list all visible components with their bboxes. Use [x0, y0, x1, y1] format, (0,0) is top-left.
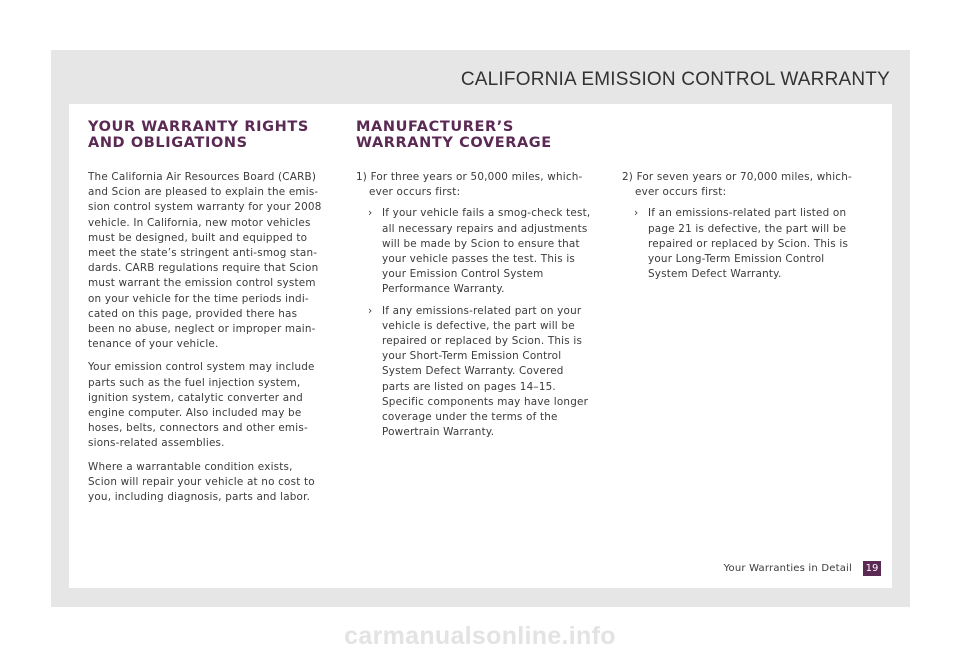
text-line: been no abuse, neglect or improper main-: [88, 323, 316, 336]
bullet-item: [356, 206, 606, 297]
text-line: ever occurs first:: [635, 186, 727, 199]
bullet-item: [356, 304, 606, 441]
chevron-bullet-icon: ›: [634, 207, 639, 220]
text-line: repaired or replaced by Scion. This is: [382, 335, 583, 348]
chevron-bullet-icon: ›: [368, 207, 373, 220]
bullet-item: [622, 206, 872, 282]
text-line: ignition system, catalytic converter and: [88, 391, 303, 404]
text-line: Scion will repair your vehicle at no cost to: [88, 475, 315, 488]
text-line: 1) For three years or 50,000 miles, which-: [356, 171, 583, 183]
text-line: and Scion are pleased to explain the emis-: [88, 186, 319, 199]
text-line: vehicle. In California, new motor vehicles: [88, 216, 311, 229]
text-line: engine computer. Also included may be: [88, 407, 302, 420]
paragraph: [88, 360, 336, 451]
text-line: all necessary repairs and adjustments: [382, 222, 588, 235]
bullet-text: [382, 304, 606, 441]
rights-heading: [88, 119, 309, 151]
text-line: must warrant the emission control system: [88, 277, 316, 290]
text-line: parts are listed on pages 14–15.: [382, 380, 556, 393]
text-line: hoses, belts, connectors and other emis-: [88, 422, 308, 435]
text-line: If an emissions-related part listed on: [648, 207, 847, 220]
text-line: ever occurs first:: [369, 186, 461, 199]
text-line: The California Air Resources Board (CARB): [88, 171, 317, 183]
text-line: meet the state’s stringent anti-smog stan-: [88, 247, 318, 260]
text-line: coverage under the terms of the: [382, 411, 558, 424]
watermark: carmanualsonline.info: [344, 622, 616, 650]
text-line: your Long-Term Emission Control: [648, 253, 825, 266]
text-line: If any emissions-related part on your: [382, 304, 582, 317]
text-line: must be designed, built and equipped to: [88, 231, 308, 244]
text-line: Where a warrantable condition exists,: [88, 460, 293, 473]
page-number: 19: [863, 561, 881, 576]
text-line: repaired or replaced by Scion. This is: [648, 237, 849, 250]
text-line: Powertrain Warranty.: [382, 426, 495, 439]
numbered-item: [622, 170, 872, 200]
text-line: 2) For seven years or 70,000 miles, which-: [622, 171, 852, 183]
bullet-text: [382, 206, 606, 297]
text-line: sions-related assemblies.: [88, 437, 225, 450]
coverage-heading-line: WARRANTY COVERAGE: [356, 135, 552, 151]
bullet-text: [648, 206, 872, 282]
text-line: tenance of your vehicle.: [88, 338, 219, 351]
text-line: If your vehicle fails a smog-check test,: [382, 207, 591, 220]
text-line: System Defect Warranty.: [648, 268, 782, 281]
text-line: on your vehicle for the time periods indi-: [88, 292, 309, 305]
text-line: System Defect Warranty. Covered: [382, 365, 564, 378]
text-line: Your emission control system may include: [88, 361, 315, 374]
text-line: cated on this page, provided there has: [88, 307, 298, 320]
text-line: page 21 is defective, the part will be: [648, 222, 847, 235]
footer-section-label: Your Warranties in Detail: [723, 563, 852, 574]
text-line: your Emission Control System: [382, 268, 544, 281]
coverage-heading-line: MANUFACTURER’S: [356, 119, 514, 135]
text-line: sion control system warranty for your 2008: [88, 201, 322, 214]
document-title: CALIFORNIA EMISSION CONTROL WARRANTY: [460, 69, 890, 90]
text-line: will be made by Scion to ensure that: [382, 237, 580, 250]
numbered-item: [356, 170, 606, 200]
text-line: your Short-Term Emission Control: [382, 350, 562, 363]
text-line: parts such as the fuel injection system,: [88, 376, 301, 389]
rights-heading-line: YOUR WARRANTY RIGHTS: [88, 119, 309, 135]
chevron-bullet-icon: ›: [368, 304, 373, 317]
text-line: Specific components may have longer: [382, 395, 589, 408]
text-line: you, including diagnosis, parts and labor.: [88, 491, 311, 504]
text-line: vehicle is defective, the part will be: [382, 319, 575, 332]
text-line: dards. CARB regulations require that Scion: [88, 262, 319, 275]
coverage-heading: [356, 119, 552, 151]
coverage-item-2: [622, 170, 872, 282]
rights-body: [88, 170, 336, 513]
text-line: your vehicle passes the test. This is: [382, 253, 576, 266]
rights-heading-line: AND OBLIGATIONS: [88, 135, 248, 151]
text-line: Performance Warranty.: [382, 283, 505, 296]
coverage-item-1: [356, 170, 606, 440]
paragraph: [88, 170, 336, 352]
paragraph: [88, 460, 336, 506]
